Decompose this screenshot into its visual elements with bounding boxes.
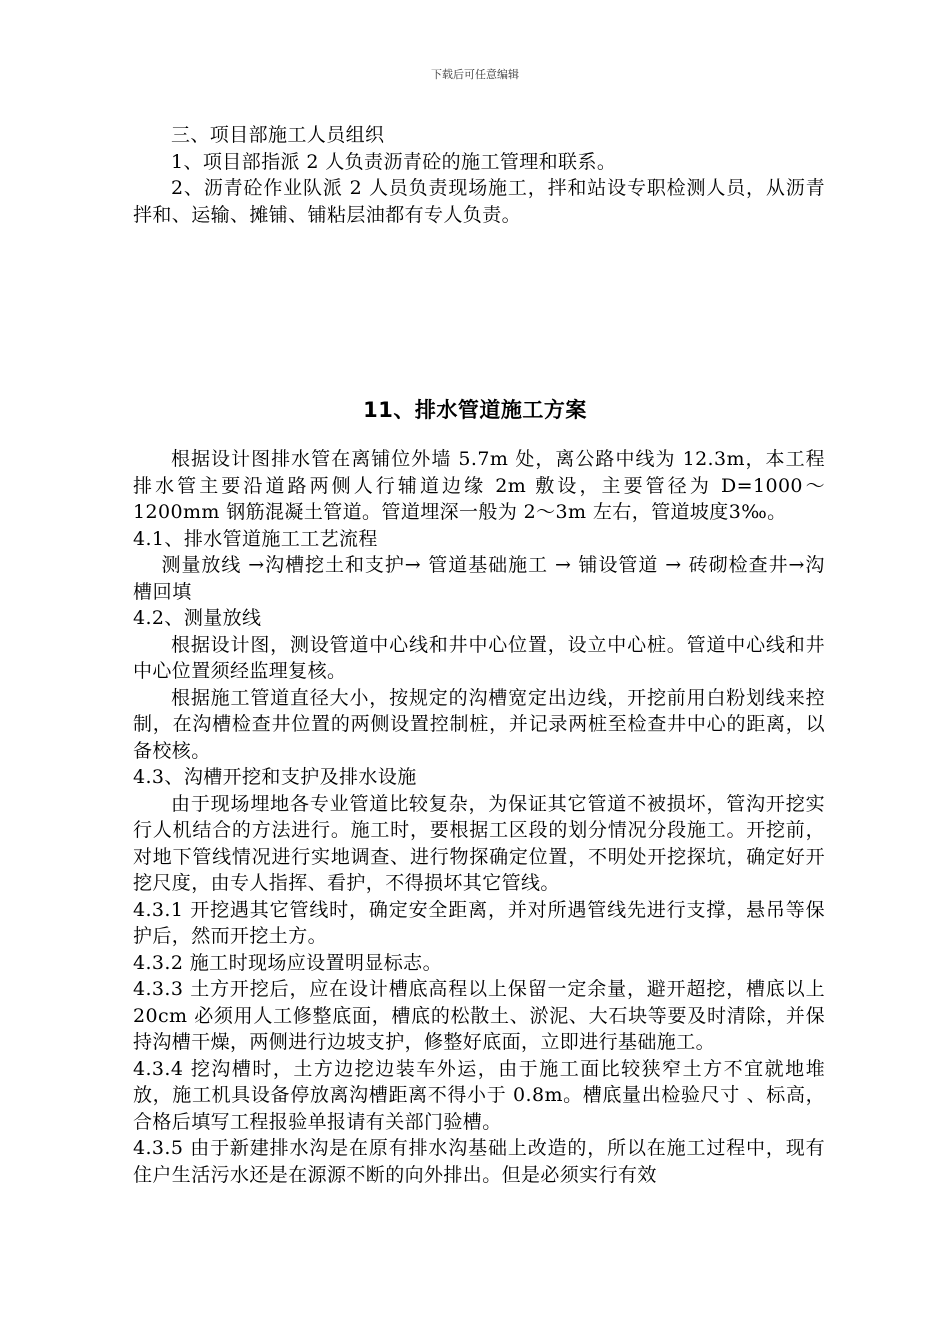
paragraph: 根据施工管道直径大小，按规定的沟槽宽定出边线，开挖前用白粉划线来控制，在沟槽检查井位置的两侧设置控制桩，并记录两桩至检查井中心的距离，以备校核。 <box>133 686 825 762</box>
clause-4-3-2: 4.3.2 施工时现场应设置明显标志。 <box>133 951 442 974</box>
clause-4-3-4: 4.3.4 挖沟槽时，土方边挖边装车外运，由于施工面比较狭窄土方不宜就地堆放，施工机具设备停放离沟槽距离不得小于 0.8m。槽底量出检验尺寸 、标高，合格后填写工程报验单报请有关部门验槽。 <box>133 1057 825 1133</box>
clause-4-3-1: 4.3.1 开挖遇其它管线时，确定安全距离，并对所遇管线先进行支撑，悬吊等保护后，然而开挖土方。 <box>133 898 825 947</box>
paragraph: 2、沥青砼作业队派 2 人员负责现场施工，拌和站设专职检测人员，从沥青拌和、运输、摊铺、铺粘层油都有专人负责。 <box>133 177 825 226</box>
subsection-heading: 4.3、沟槽开挖和支护及排水设施 <box>133 766 417 788</box>
paragraph: 由于现场埋地各专业管道比较复杂，为保证其它管道不被损坏，管沟开挖实行人机结合的方法进行。施工时，要根据工区段的划分情况分段施工。开挖前，对地下管线情况进行实地调查、进行物探确定位置，不明处开挖探坑，确定好开挖尺度，由专人指挥、看护，不得损坏其它管线。 <box>133 792 825 894</box>
process-flow: 测量放线 →沟槽挖土和支护→ 管道基础施工 → 铺设管道 → 砖砌检查井→沟槽回填 <box>133 554 825 603</box>
subsection-heading: 4.1、排水管道施工工艺流程 <box>133 527 378 550</box>
page-header: 下载后可任意编辑 <box>431 68 519 81</box>
section-heading: 三、项目部施工人员组织 <box>171 124 385 146</box>
document-title: 11、排水管道施工方案 <box>363 398 587 422</box>
section-drainage-plan <box>133 446 825 1188</box>
clause-4-3-5: 4.3.5 由于新建排水沟是在原有排水沟基础上改造的，所以在施工过程中，现有住户生活污水还是在源源不断的向外排出。但是必须实行有效 <box>133 1137 825 1186</box>
clause-4-3-3: 4.3.3 土方开挖后，应在设计槽底高程以上保留一定余量，避开超挖，槽底以上 20cm 必须用人工修整底面，槽底的松散土、淤泥、大石块等要及时清除，并保持沟槽干燥，两侧进行边坡支护，修整好底面，立即进行基础施工。 <box>133 978 825 1053</box>
section-staff-organization <box>133 122 825 228</box>
paragraph: 1、项目部指派 2 人负责沥青砼的施工管理和联系。 <box>171 150 617 173</box>
subsection-heading: 4.2、测量放线 <box>133 607 262 629</box>
intro-paragraph: 根据设计图排水管在离铺位外墙 5.7m 处，离公路中线为 12.3m，本工程排水管主要沿道路两侧人行辅道边缘 2m 敷设，主要管径为 D=1000～1200mm 钢筋混凝土管道。管道埋深一般为 2～3m 左右，管道坡度3‰。 <box>133 448 825 523</box>
paragraph: 根据设计图，测设管道中心线和井中心位置，设立中心桩。管道中心线和井中心位置须经监理复核。 <box>133 633 825 682</box>
